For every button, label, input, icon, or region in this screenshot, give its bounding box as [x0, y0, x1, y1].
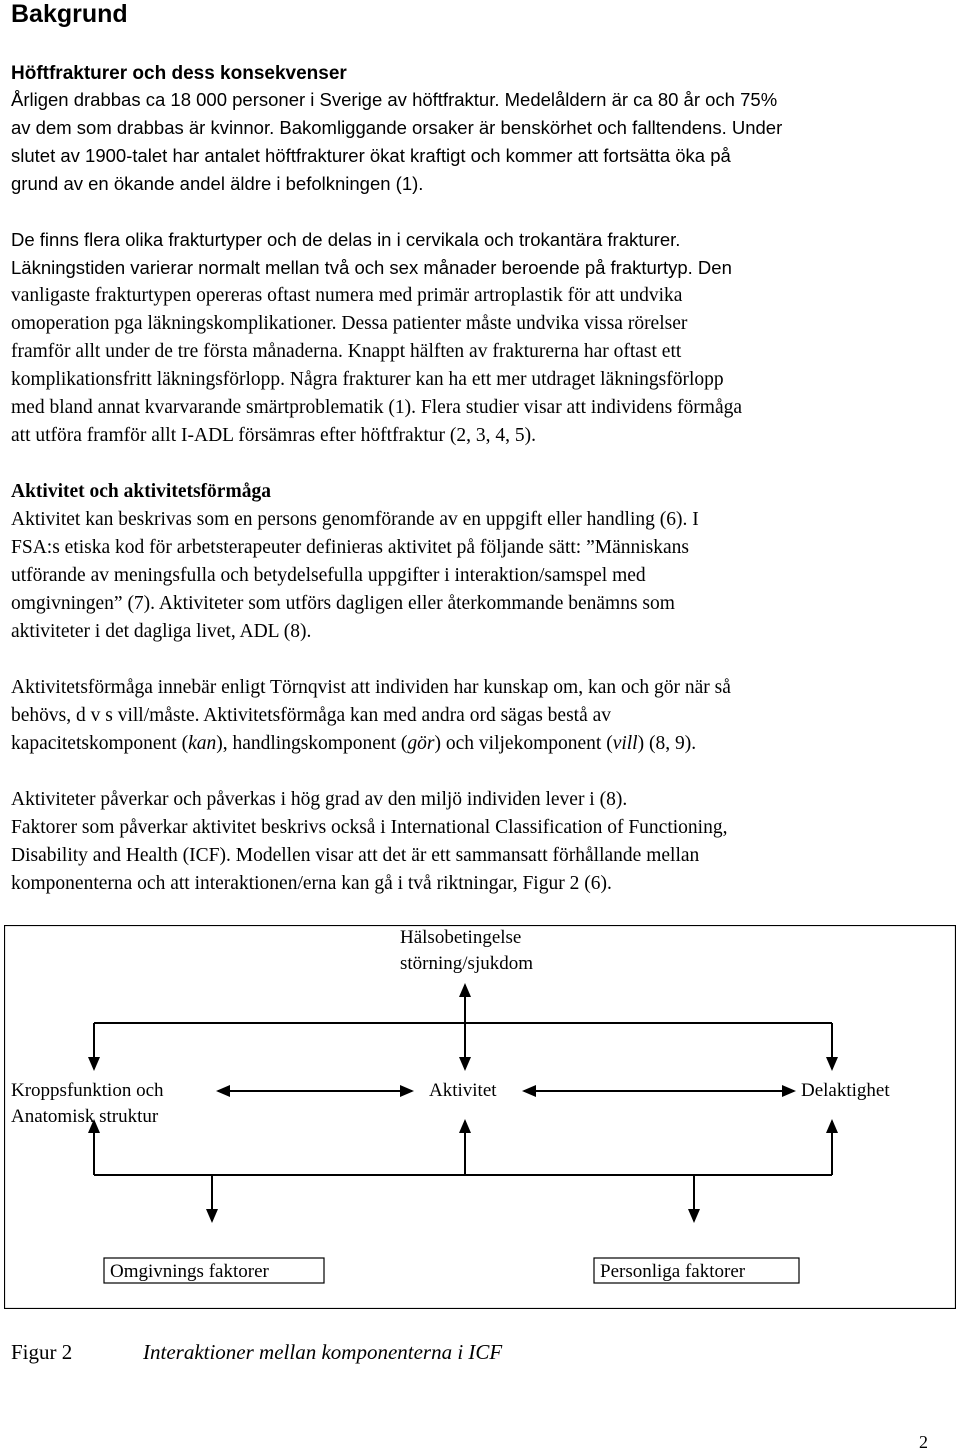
emphasis-vill: vill — [612, 733, 638, 754]
text-segment: ) och viljekomponent ( — [434, 733, 613, 754]
text-line: komplikationsfritt läkningsförlopp. Några frakturer kan ha ett mer utdraget läkningsförlopp — [11, 369, 724, 390]
text-line: störning/sjukdom — [400, 953, 534, 974]
paragraph-fracture-types — [11, 226, 951, 450]
emphasis-gor: gör — [407, 733, 435, 754]
text-line: Läkningstiden varierar normalt mellan två och sex månader beroende på frakturtyp. Den — [11, 257, 732, 278]
text-line: aktiviteter i det dagliga livet, ADL (8). — [11, 621, 312, 642]
text-line: Kroppsfunktion och — [11, 1080, 164, 1101]
section-heading-activity: Aktivitet och aktivitetsförmåga — [11, 481, 271, 502]
text-line: Aktivitetsförmåga innebär enligt Törnqvist att individen har kunskap om, kan och gör när så — [11, 677, 731, 698]
text-line: Disability and Health (ICF). Modellen visar att det är ett sammansatt förhållande mellan — [11, 845, 700, 866]
text-line: med bland annat kvarvarande smärtproblematik (1). Flera studier visar att individens förmåga — [11, 397, 743, 418]
paragraph-activity-definition — [11, 506, 951, 646]
body-function-label — [11, 1078, 164, 1130]
text-line: behövs, d v s vill/måste. Aktivitetsförmåga kan med andra ord sägas bestå av — [11, 705, 612, 726]
page-title: Bakgrund — [11, 0, 128, 28]
text-line: FSA:s etiska kod för arbetsterapeuter definieras aktivitet på följande sätt: ”Människans — [11, 537, 689, 558]
paragraph-icf — [11, 786, 951, 898]
text-line: omoperation pga läkningskomplikationer. Dessa patienter måste undvika vissa rörelser — [11, 313, 688, 334]
text-line: De finns flera olika frakturtyper och de delas in i cervikala och trokantära frakturer. — [11, 229, 681, 250]
figure-caption-label: Figur 2 — [11, 1340, 73, 1364]
section-heading-hip-fractures: Höftfrakturer och dess konsekvenser — [11, 63, 347, 84]
text-line: av dem som drabbas är kvinnor. Bakomliggande orsaker är benskörhet och falltendens. Under — [11, 117, 783, 138]
page-number: 2 — [919, 1432, 928, 1452]
text-line: Hälsobetingelse — [400, 927, 522, 948]
text-line: framför allt under de tre första månaderna. Knappt hälften av frakturerna har oftast ett — [11, 341, 682, 362]
activity-label: Aktivitet — [429, 1080, 497, 1101]
text-segment: ), handlingskomponent ( — [216, 733, 408, 754]
paragraph-hip-fracture-incidence — [11, 86, 951, 198]
health-condition-label — [400, 925, 533, 977]
text-line: Aktivitet kan beskrivas som en persons genomförande av en uppgift eller handling (6). I — [11, 509, 699, 530]
text-line: Faktorer som påverkar aktivitet beskrivs också i International Classification of Functioning, — [11, 817, 728, 838]
participation-label: Delaktighet — [801, 1080, 890, 1101]
environmental-factors-label: Omgivnings faktorer — [110, 1261, 269, 1282]
text-line: grund av en ökande andel äldre i befolkningen (1). — [11, 173, 424, 194]
text-segment: ) (8, 9). — [637, 733, 697, 754]
text-line: omgivningen” (7). Aktiviteter som utförs dagligen eller återkommande benämns som — [11, 593, 675, 614]
personal-factors-label: Personliga faktorer — [600, 1261, 746, 1282]
text-line: Årligen drabbas ca 18 000 personer i Sverige av höftfraktur. Medelåldern är ca 80 år och 75% — [11, 89, 778, 110]
text-line: vanligaste frakturtypen opereras oftast numera med primär artroplastik för att undvika — [11, 285, 683, 306]
figure-caption-text: Interaktioner mellan komponenterna i ICF — [143, 1340, 503, 1364]
icf-diagram — [4, 925, 956, 1309]
text-line: Aktiviteter påverkar och påverkas i hög grad av den miljö individen lever i (8). — [11, 789, 628, 810]
paragraph-activity-ability — [11, 674, 951, 758]
text-line: att utföra framför allt I-ADL försämras efter höftfraktur (2, 3, 4, 5). — [11, 425, 537, 446]
emphasis-kan: kan — [188, 733, 217, 754]
text-line: utförande av meningsfulla och betydelsefulla uppgifter i interaktion/samspel med — [11, 565, 646, 586]
text-segment: kapacitetskomponent ( — [11, 733, 189, 754]
text-line: Anatomisk struktur — [11, 1106, 159, 1127]
text-line: slutet av 1900-talet har antalet höftfrakturer ökat kraftigt och kommer att fortsätta öka på — [11, 145, 731, 166]
text-line — [11, 730, 951, 758]
text-line: komponenterna och att interaktionen/erna kan gå i två riktningar, Figur 2 (6). — [11, 873, 612, 894]
